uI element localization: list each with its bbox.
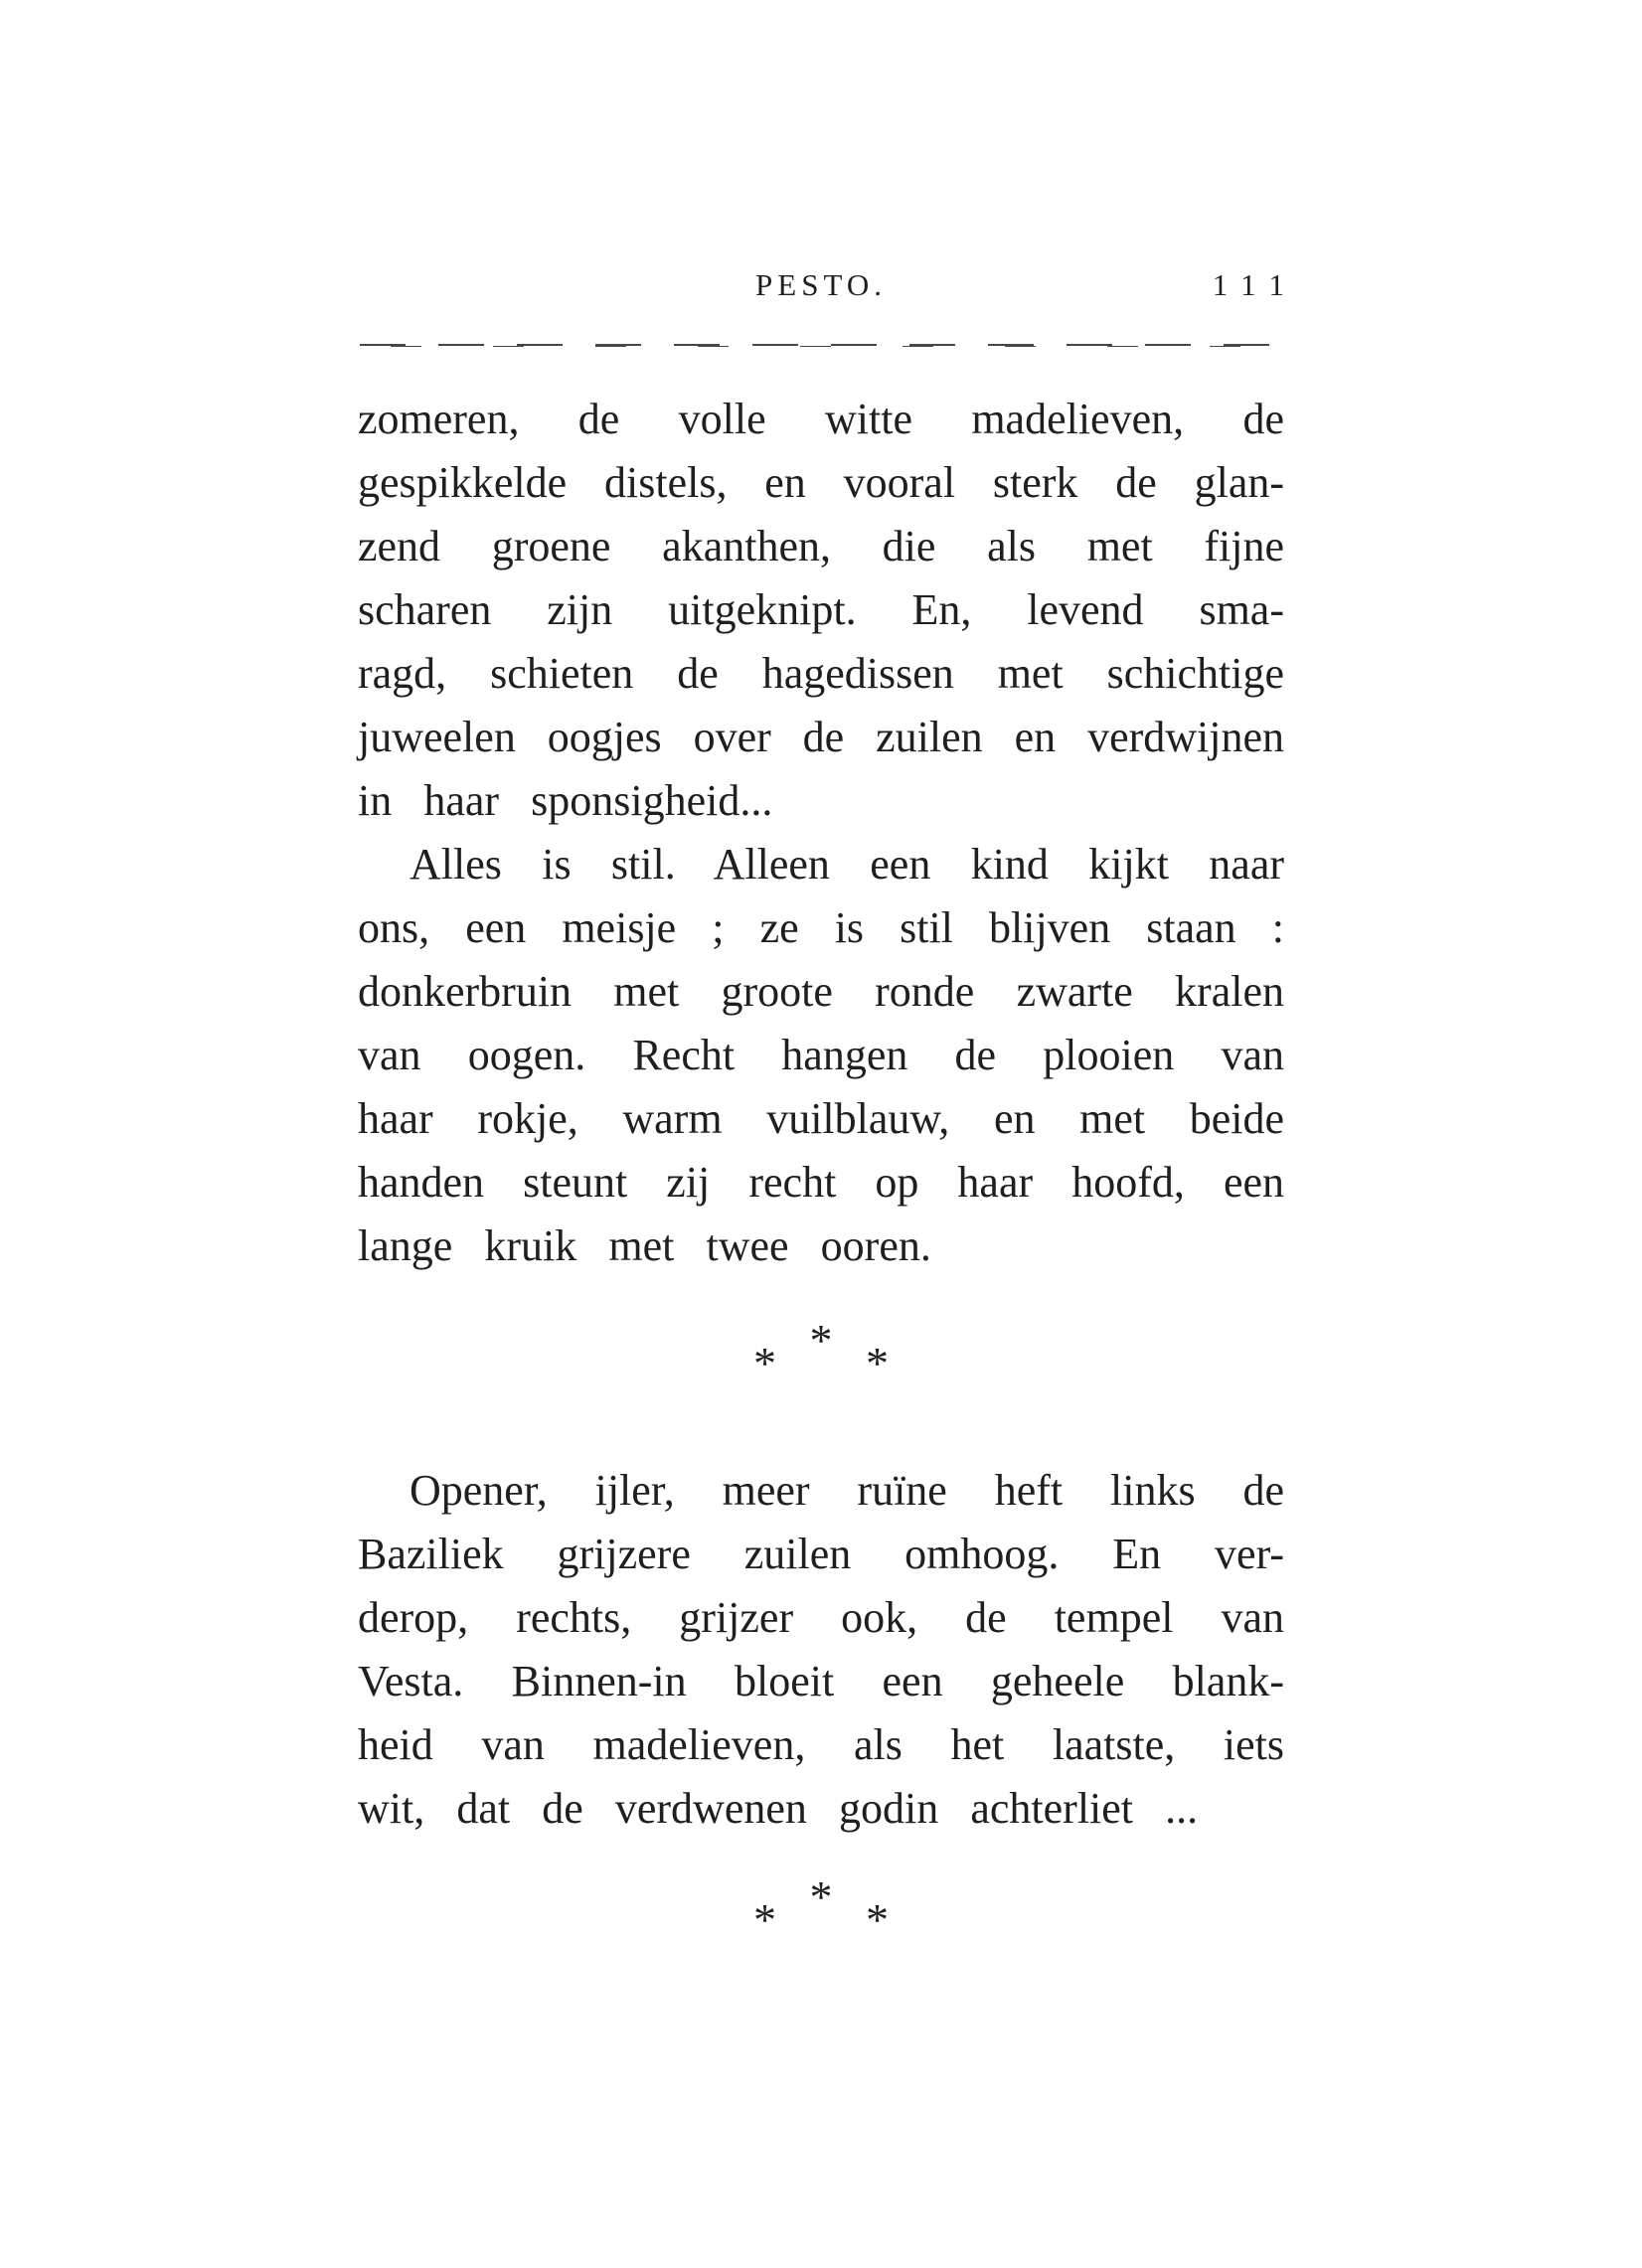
text-line: Alles is stil. Alleen een kind kijkt naar — [410, 840, 1284, 889]
paragraph-3 — [358, 1459, 1284, 1841]
header-rule — [360, 344, 1282, 347]
running-head-title: PESTO. — [755, 267, 887, 302]
asterisk-icon: * — [753, 1338, 776, 1388]
asterisk-icon: * — [866, 1338, 889, 1388]
text-line: wit, dat de verdwenen godin achterliet ... — [358, 1784, 1199, 1833]
asterisk-icon: * — [809, 1315, 833, 1366]
page-number: 111 — [1212, 267, 1298, 302]
text-line: scharen zijn uitgeknipt. En, levend sma- — [358, 585, 1284, 634]
text-line: Vesta. Binnen-in bloeit een geheele blank- — [358, 1657, 1284, 1705]
text-line: Baziliek grijzere zuilen omhoog. En ver- — [358, 1530, 1284, 1578]
text-line: ragd, schieten de hagedissen met schichtige — [358, 649, 1284, 698]
text-line: heid van madelieven, als het laatste, iets — [358, 1720, 1284, 1769]
asterisk-icon: * — [809, 1871, 833, 1922]
paragraph-2 — [358, 833, 1284, 1278]
text-line: handen steunt zij recht op haar hoofd, een — [358, 1158, 1284, 1207]
text-line: zomeren, de volle witte madelieven, de — [358, 395, 1284, 443]
page-header — [358, 264, 1298, 306]
asterisk-icon: * — [866, 1894, 889, 1945]
text-line: ons, een meisje ; ze is stil blijven staan : — [358, 903, 1284, 952]
text-line: gespikkelde distels, en vooral sterk de glan- — [358, 458, 1284, 507]
text-line: zend groene akanthen, die als met fijne — [358, 522, 1284, 570]
text-line: haar rokje, warm vuilblauw, en met beide — [358, 1094, 1284, 1143]
section-divider — [358, 1314, 1284, 1403]
text-line: derop, rechts, grijzer ook, de tempel van — [358, 1593, 1284, 1642]
text-line: in haar sponsigheid... — [358, 776, 773, 825]
text-line: lange kruik met twee ooren. — [358, 1221, 931, 1270]
paragraph-1 — [358, 388, 1284, 833]
text-line: juweelen oogjes over de zuilen en verdwijnen — [358, 713, 1284, 761]
text-line: van oogen. Recht hangen de plooien van — [358, 1031, 1284, 1079]
asterisk-icon: * — [753, 1894, 776, 1945]
text-line: Opener, ijler, meer ruïne heft links de — [410, 1466, 1284, 1515]
text-line: donkerbruin met groote ronde zwarte kralen — [358, 967, 1284, 1016]
section-divider — [358, 1870, 1284, 1960]
